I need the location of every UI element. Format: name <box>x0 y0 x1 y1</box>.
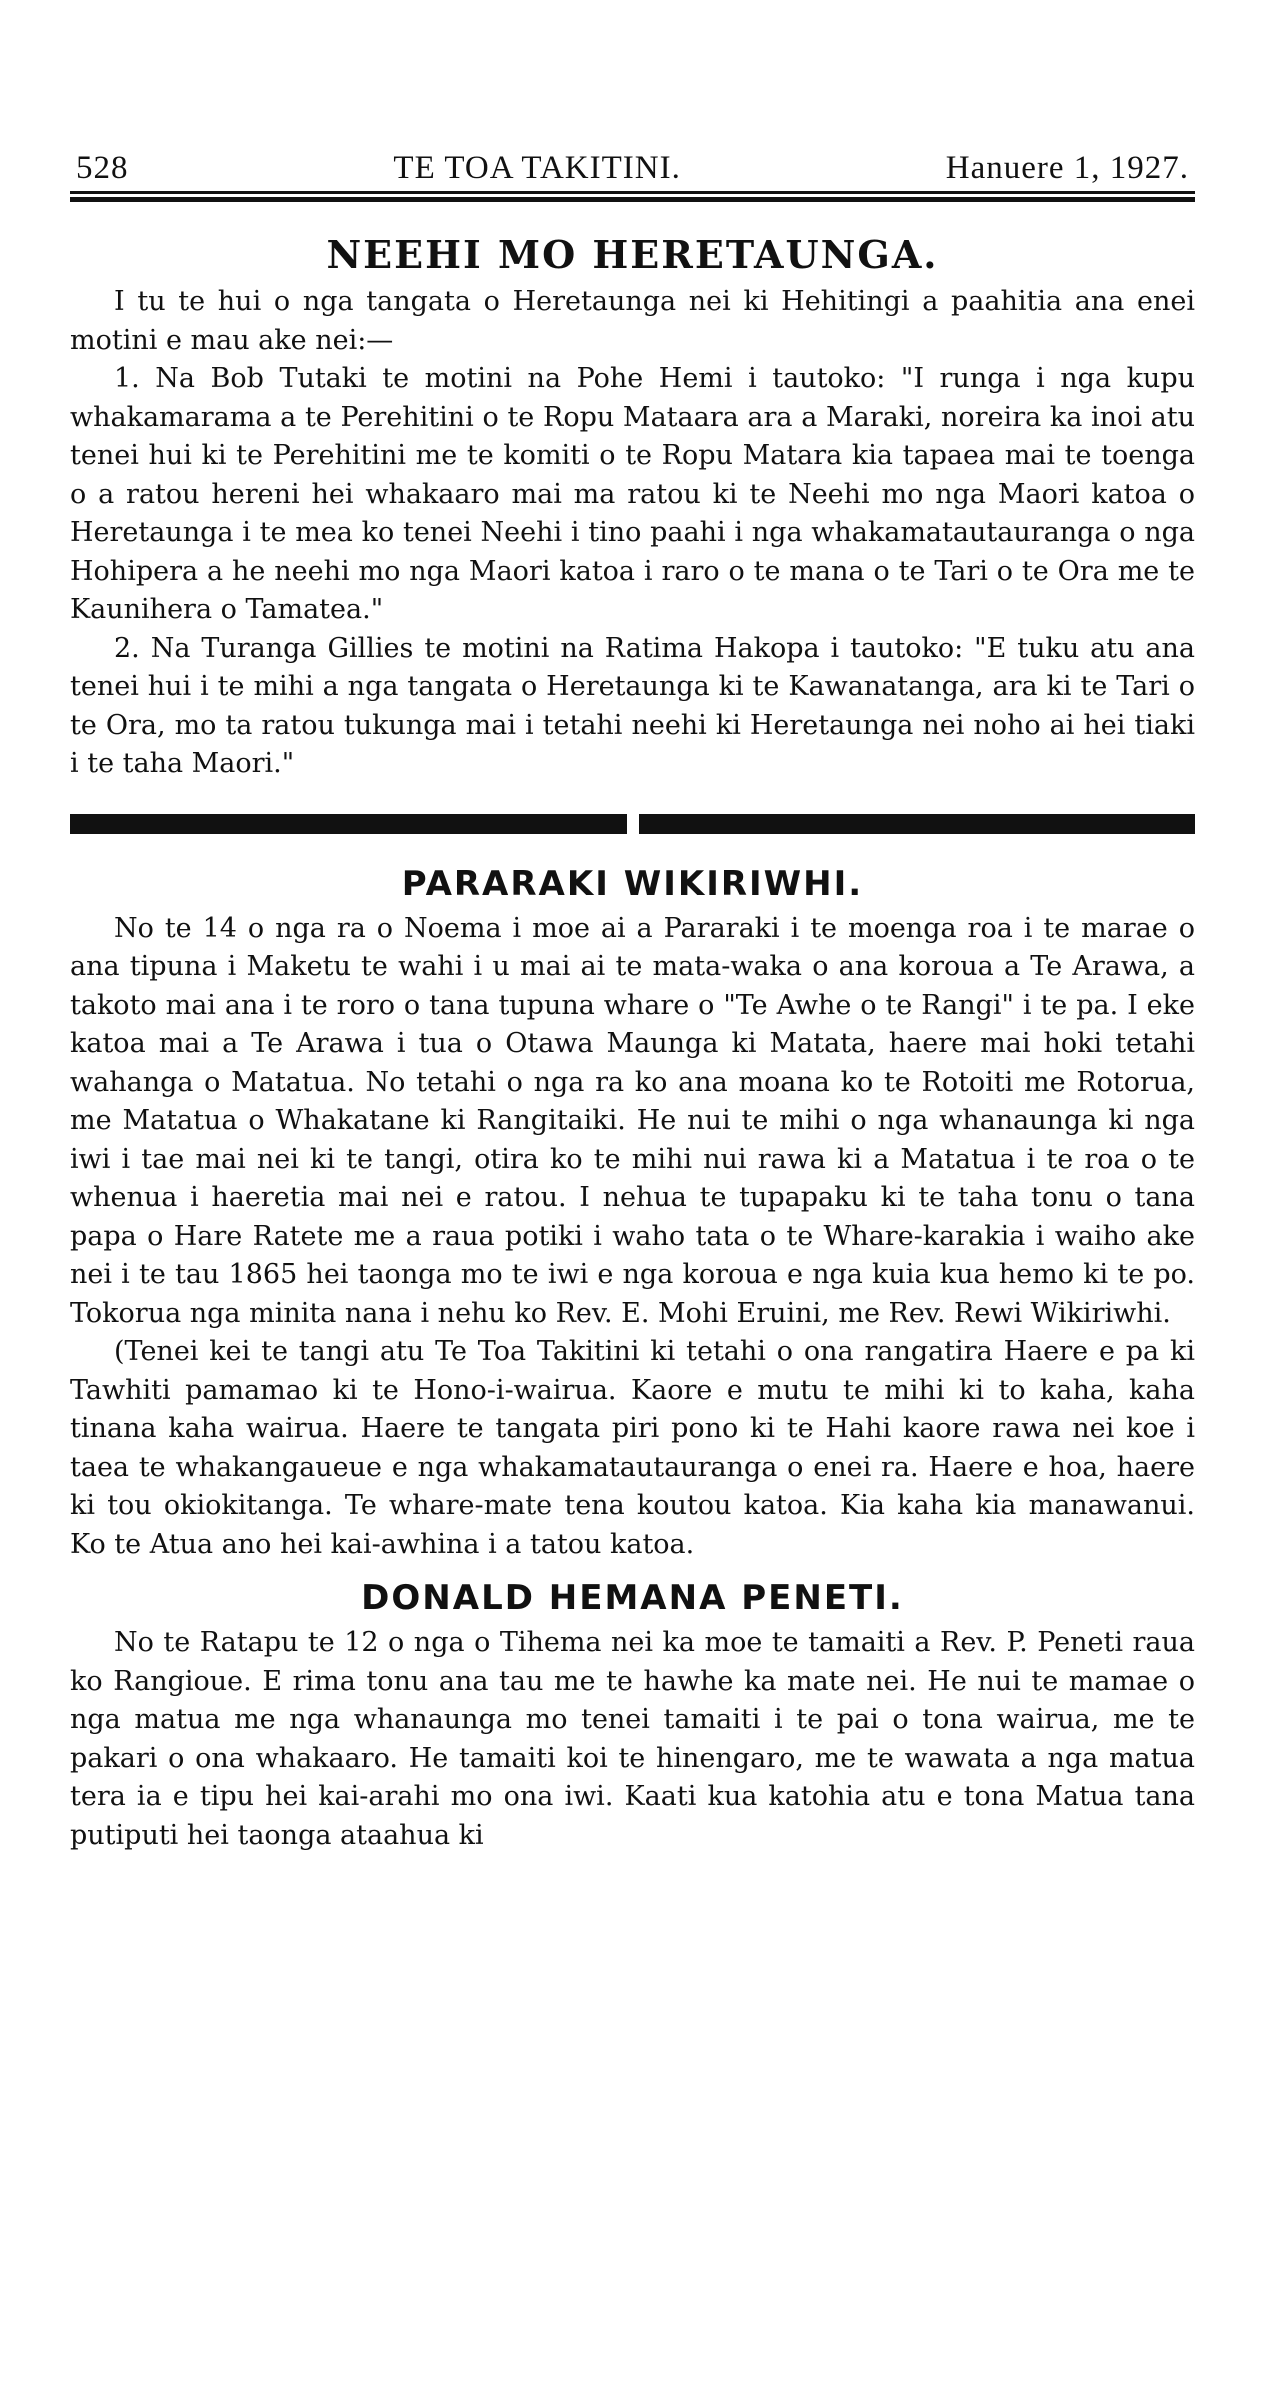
article-paragraph: 1. Na Bob Tutaki te motini na Pohe Hemi i tautoko: "I runga i nga kupu whakamarama a te Perehitini o te Ropu Mataara ara a Maraki, noreira ka inoi atu tenei hui ki te Perehitini me te komiti o te Ropu Matara kia tapaea mai te toenga o a ratou hereni hei whakaaro mai ma ratou ki te Neehi mo nga Maori katoa o Heretaunga i te mea ko tenei Neehi i tino paahi i nga whakamatautauranga o nga Hohipera a he neehi mo nga Maori katoa i raro o te mana o te Tari o te Ora me te Kaunihera o Tamatea." <box>70 363 1195 625</box>
article-paragraph: I tu te hui o nga tangata o Heretaunga nei ki Hehitingi a paahitia ana enei motini e mau ake nei:— <box>70 286 1195 356</box>
article-paragraph: No te 14 o nga ra o Noema i moe ai a Pararaki i te moenga roa i te marae o ana tipuna i Maketu te wahi i u mai ai te mata-waka o ana koroua a Te Arawa, a takoto mai ana i te roro o tana tupuna whare o "Te Awhe o te Rangi" i te pa. I eke katoa mai a Te Arawa i tua o Otawa Maunga ki Matata, haere mai hoki tetahi wahanga o Matatua. No tetahi o nga ra ko ana moana ko te Rotoiti me Rotorua, me Matatua o Whakatane ki Rangitaiki. He nui te mihi o nga whanaunga ki nga iwi i tae mai nei ki te tangi, otira ko te mihi nui rawa ki a Matatua i te roa o te whenua i haeretia mai nei e ratou. I nehua te tupapaku ki te taha tonu o tana papa o Hare Ratete me a raua potiki i waho tata o te Whare-karakia i waiho ake nei i te tau 1865 hei taonga mo te iwi e nga koroua e nga kuia kua hemo ki te po. Tokorua nga minita nana i nehu ko Rev. E. Mohi Eruini, me Rev. Rewi Wikiriwhi. <box>70 912 1195 1329</box>
divider-segment <box>639 814 1196 834</box>
article-title: NEEHI MO HERETAUNGA. <box>326 232 939 277</box>
article-donald <box>70 1578 1195 1855</box>
article-paragraph: 2. Na Turanga Gillies te motini na Ratima Hakopa i tautoko: "E tuku atu ana tenei hui i te mihi a nga tangata o Heretaunga ki te Kawanatanga, ara ki te Tari o te Ora, mo ta ratou tukunga mai i tetahi neehi ki Heretaunga nei noho ai hei tiaki i te taha Maori." <box>70 632 1195 779</box>
article-paragraph: (Tenei kei te tangi atu Te Toa Takitini ki tetahi o ona rangatira Haere e pa ki Tawhiti pamamao ki te Hono-i-wairua. Kaore e mutu te mihi ki to kaha, kaha tinana kaha wairua. Haere te tangata piri pono ki te Hahi kaore rawa nei koe i taea te whakangaueue e nga whakamatautauranga o enei ra. Haere e hoa, haere ki tou okiokitanga. Te whare-mate tena koutou katoa. Kia kaha kia manawanui. Ko te Atua ano hei kai-awhina i a tatou katoa. <box>70 1336 1195 1560</box>
page-number: 528 <box>76 150 129 186</box>
divider-gap <box>631 814 635 834</box>
article-paragraph: No te Ratapu te 12 o nga o Tihema nei ka moe te tamaiti a Rev. P. Peneti raua ko Rangioue. E rima tonu ana tau me te hawhe ka mate nei. He nui te mamae o nga matua me nga whanaunga mo tenei tamaiti i te pai o tona wairua, me te pakari o ona whakaaro. He tamaiti koi te hinengaro, me te wawata a nga matua tera ia e tipu hei kai-arahi mo ona iwi. Kaati kua katohia atu e tona Matua tana putiputi hei taonga ataahua ki <box>70 1627 1195 1851</box>
divider-segment <box>70 814 627 834</box>
article-pararaki <box>70 864 1195 1565</box>
article-neehi <box>70 232 1195 784</box>
article-title: PARARAKI WIKIRIWHI. <box>401 863 864 904</box>
journal-title: TE TOA TAKITINI. <box>393 150 681 186</box>
section-divider <box>70 814 1195 834</box>
header-rule <box>70 191 1195 202</box>
issue-date: Hanuere 1, 1927. <box>945 150 1189 186</box>
newspaper-page <box>70 150 1195 1855</box>
article-title: DONALD HEMANA PENETI. <box>361 1578 904 1618</box>
running-header <box>70 150 1195 191</box>
